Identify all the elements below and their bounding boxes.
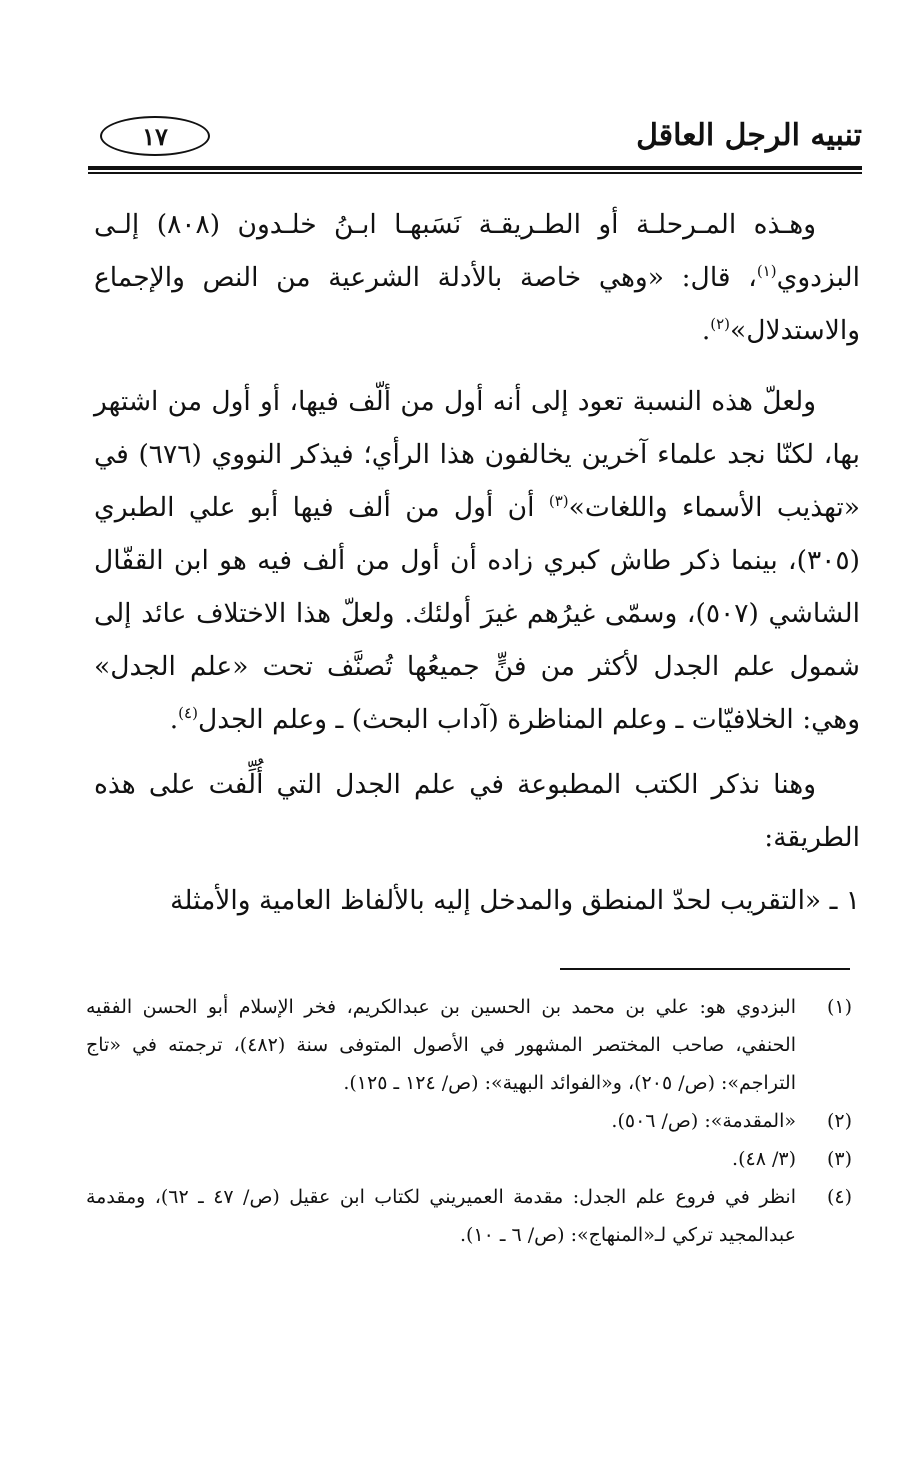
footnote-number: (٤) — [826, 1186, 852, 1208]
header-rule-thick — [88, 166, 862, 170]
paragraph-1 — [94, 198, 860, 357]
paragraph-2 — [94, 375, 860, 746]
paragraph-text: ، قال: «وهي خاصة بالأدلة الشرعية من النص والإجماع والاستدلال» — [94, 262, 860, 346]
footnote-2 — [86, 1102, 852, 1140]
paragraph-text: . — [701, 315, 711, 346]
body-text — [94, 198, 860, 939]
footnotes — [86, 988, 852, 1254]
footnote-3 — [86, 1140, 852, 1178]
page-number: ١٧ — [100, 116, 210, 156]
footnote-ref: (١) — [756, 262, 777, 281]
paragraph-3 — [94, 758, 860, 864]
paragraph-text: . — [169, 704, 179, 735]
footnote-ref: (٤) — [178, 704, 198, 723]
footnote-text: (٣/ ٤٨). — [732, 1148, 796, 1170]
footnote-ref: (٣) — [548, 492, 569, 511]
footnote-number: (١) — [826, 996, 852, 1018]
header-rule-thin — [88, 172, 862, 174]
page-header — [88, 110, 862, 170]
paragraph-text: وهـذه المـرحلـة أو الطـريقـة نَسَبهـا ابـنُ خلـدون (٨٠٨) إلـى البزدوي — [94, 209, 860, 293]
running-title: تنبيه الرجل العاقل — [636, 118, 862, 153]
paragraph-text: ولعلّ هذه النسبة تعود إلى أنه أول من ألّف فيها، أو أول من اشتهر بها، لكنّا نجد علماء آخرين يخالفون هذا الرأي؛ فيذكر النووي (٦٧٦) في «تهذيب الأسماء واللغات» — [94, 386, 860, 523]
footnote-separator — [560, 968, 850, 970]
paragraph-text: وهنا نذكر الكتب المطبوعة في علم الجدل التي أُلِّفت على هذه الطريقة: — [94, 769, 860, 853]
footnote-1 — [86, 988, 852, 1102]
footnote-number: (٢) — [826, 1110, 852, 1132]
paragraph-text: ١ ـ «التقريب لحدّ المنطق والمدخل إليه بالألفاظ العامية والأمثلة — [170, 885, 860, 916]
list-item-1 — [94, 874, 860, 927]
footnote-text: البزدوي هو: علي بن محمد بن الحسين بن عبدالكريم، فخر الإسلام أبو الحسن الفقيه الحنفي، صاحب المختصر المشهور في الأصول المتوفى سنة (٤٨٢)، ترجمته في «تاج التراجم»: (ص/ ٢٠٥)، و«الفوائد البهية»: (ص/ ١٢٤ ـ ١٢٥). — [86, 996, 796, 1094]
footnote-text: انظر في فروع علم الجدل: مقدمة العميريني لكتاب ابن عقيل (ص/ ٤٧ ـ ٦٢)، ومقدمة عبدالمجيد تركي لـ«المنهاج»: (ص/ ٦ ـ ١٠). — [86, 1186, 796, 1246]
paragraph-text: أن أول من ألف فيها أبو علي الطبري (٣٠٥)، بينما ذكر طاش كبري زاده أن أول من ألف فيه هو ابن القفّال الشاشي (٥٠٧)، وسمّى غيرُهم غيرَ أولئك. ولعلّ هذا الاختلاف عائد إلى شمول علم الجدل لأكثر من فنٍّ جميعُها تُصنَّف تحت «علم الجدل» وهي: الخلافيّات ـ وعلم المناظرة (آداب البحث) ـ وعلم الجدل — [94, 492, 860, 735]
footnote-text: «المقدمة»: (ص/ ٥٠٦). — [611, 1110, 796, 1132]
footnote-ref: (٢) — [710, 315, 731, 334]
footnote-number: (٣) — [826, 1148, 852, 1170]
footnote-4 — [86, 1178, 852, 1254]
